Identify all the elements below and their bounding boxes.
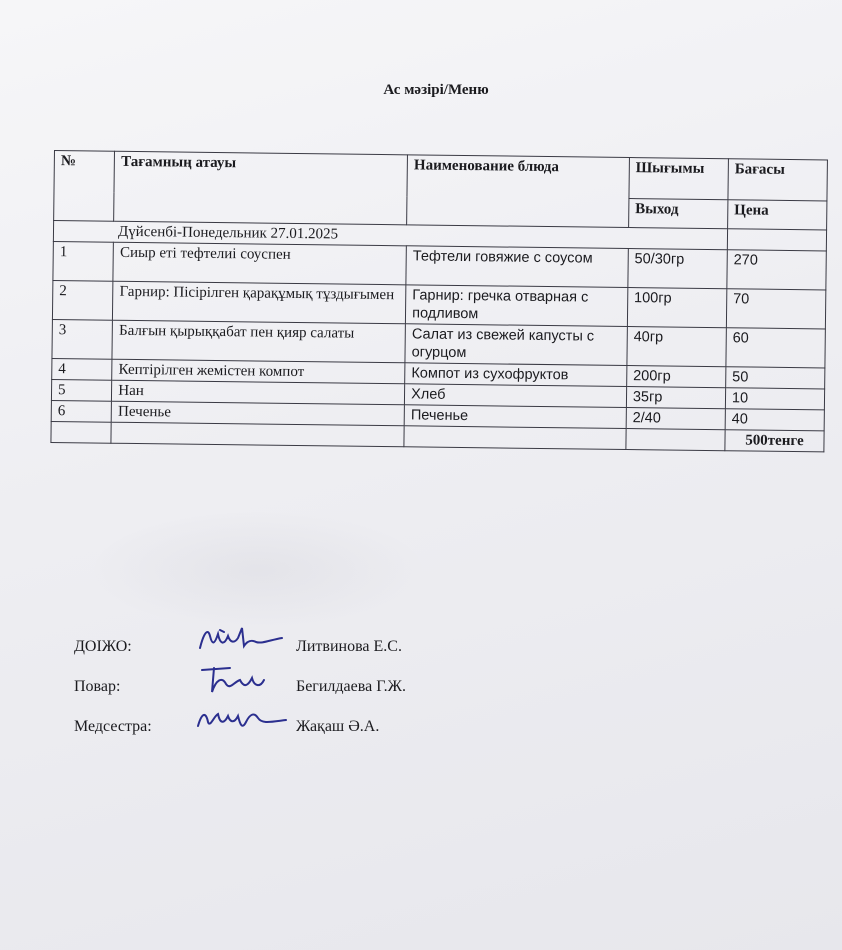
row-name-ru: Тефтели говяжие с соусом <box>406 246 628 288</box>
row-number: 2 <box>52 280 113 320</box>
signature-role: ДОІЖО: <box>74 638 132 655</box>
row-number: 3 <box>52 319 113 359</box>
header-output-kz: Шығымы <box>629 158 729 200</box>
row-price: 10 <box>725 388 824 410</box>
day-label: Дүйсенбі-Понедельник 27.01.2025 <box>53 221 727 250</box>
row-name-ru: Компот из сухофруктов <box>405 363 627 387</box>
signature-name: Бегилдаева Г.Ж. <box>296 678 406 695</box>
header-price-kz: Бағасы <box>728 159 828 201</box>
row-number: 5 <box>51 379 112 401</box>
signature-name: Жақаш Ә.А. <box>296 718 380 735</box>
row-price: 70 <box>726 289 826 329</box>
row-name-ru: Печенье <box>404 405 626 429</box>
row-output: 40гр <box>627 327 727 367</box>
paper-shadow <box>88 510 428 630</box>
total-empty-cell <box>404 426 626 450</box>
row-price: 50 <box>726 367 825 389</box>
header-output-ru: Выход <box>628 199 727 229</box>
day-row-empty <box>727 229 826 251</box>
row-output: 100гр <box>627 288 727 328</box>
row-number: 4 <box>52 358 113 380</box>
row-price: 40 <box>725 409 824 431</box>
handwritten-signature-icon <box>190 622 300 658</box>
header-number: № <box>54 151 115 222</box>
signature-name: Литвинова Е.С. <box>296 638 402 655</box>
signature-role: Повар: <box>74 678 121 695</box>
row-number: 6 <box>51 400 112 422</box>
handwritten-signature-icon <box>190 702 300 738</box>
header-row-1 <box>54 151 827 201</box>
row-name-kz: Балғын қырыққабат пен қияр салаты <box>112 320 405 363</box>
row-name-ru: Салат из свежей капусты с огурцом <box>405 324 627 366</box>
row-price: 60 <box>726 328 826 368</box>
row-number: 1 <box>53 241 114 281</box>
total-empty-cell <box>626 429 725 451</box>
menu-table <box>50 150 828 452</box>
header-price-ru: Цена <box>728 200 827 230</box>
row-name-kz: Сиыр еті тефтелиі соуспен <box>113 242 406 285</box>
total-price: 500тенге <box>725 430 824 452</box>
total-empty-cell <box>51 421 112 443</box>
handwritten-signature-icon <box>190 662 300 698</box>
row-name-kz: Кептірілген жемістен компот <box>112 359 405 384</box>
row-output: 200гр <box>627 366 726 388</box>
header-name-kz: Тағамның атауы <box>114 151 408 225</box>
row-output: 50/30гр <box>628 249 728 289</box>
row-output: 35гр <box>626 387 725 409</box>
row-price: 270 <box>727 250 827 290</box>
page-title: Ас мәзірі/Меню <box>383 82 489 98</box>
row-name-kz: Гарнир: Пісірілген қарақұмық тұздығымен <box>113 281 406 324</box>
row-output: 2/40 <box>626 408 725 430</box>
row-name-kz: Нан <box>112 380 405 405</box>
header-name-ru: Наименование блюда <box>407 155 630 228</box>
row-name-ru: Гарнир: гречка отварная с подливом <box>406 285 628 327</box>
total-empty-cell <box>111 422 404 447</box>
signature-role: Медсестра: <box>74 718 152 735</box>
row-name-kz: Печенье <box>111 401 404 426</box>
row-name-ru: Хлеб <box>405 384 627 408</box>
